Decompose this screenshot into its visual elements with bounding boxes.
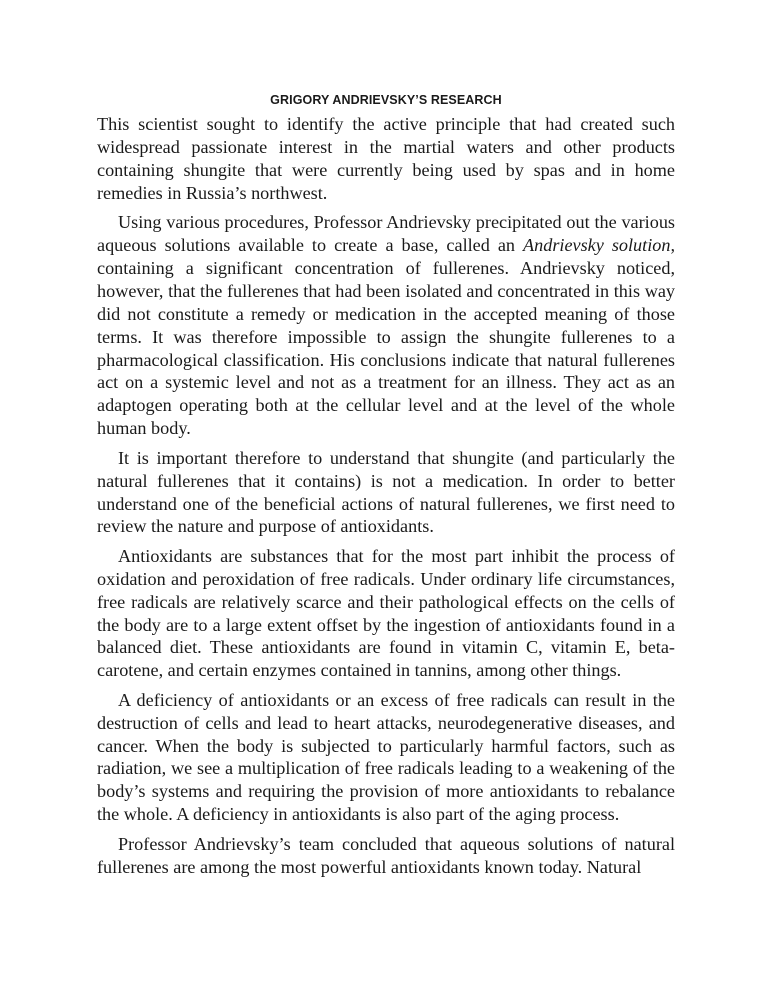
paragraph-2-text-start: Using various procedures, Professor Andrievsky precipitated out the various aqueous solutions available to create a base, called an (97, 212, 675, 256)
paragraph-4: Antioxidants are substances that for the most part inhibit the process of oxidation and peroxidation of free radicals. Under ordinary life circumstances, free radicals are relatively scarce and their pathological effects on the cells of the body are to a large extent offset by the ingestion of antioxidants found in a balanced diet. These antioxidants are found in vitamin C, vitamin E, beta-carotene, and certain enzymes contained in tannins, among other things. (97, 545, 675, 681)
book-page (97, 90, 675, 885)
andrievsky-solution-term: Andrievsky solution, (523, 235, 675, 256)
paragraph-6: Professor Andrievsky’s team concluded that aqueous solutions of natural fullerenes are among the most powerful antioxidants known today. Natural (97, 833, 675, 877)
paragraph-5: A deficiency of antioxidants or an excess of free radicals can result in the destruction of cells and lead to heart attacks, neurodegenerative diseases, and cancer. When the body is subjected to particularly harmful factors, such as radiation, we see a multiplication of free radicals leading to a weakening of the body’s systems and requiring the provision of more antioxidants to rebalance the whole. A deficiency in antioxidants is also part of the aging process. (97, 689, 675, 825)
paragraph-2 (97, 211, 675, 440)
paragraph-3: It is important therefore to understand that shungite (and particularly the natural fullerenes that it contains) is not a medication. In order to better understand one of the beneficial actions of natural fullerenes, we first need to review the nature and purpose of antioxidants. (97, 447, 675, 537)
paragraph-1: This scientist sought to identify the active principle that had created such widespread passionate interest in the martial waters and other products containing shungite that were currently being used by spas and in home remedies in Russia’s northwest. (97, 114, 675, 203)
section-heading: GRIGORY ANDRIEVSKY’S RESEARCH (270, 93, 502, 107)
paragraph-2-text-end: containing a significant concentration of fullerenes. Andrievsky noticed, however, that the fullerenes that had been isolated and concentrated in this way did not constitute a remedy or medication in the accepted meaning of those terms. It was therefore impossible to assign the shungite fullerenes to a pharmacological classification. His conclusions indicate that natural fullerenes act on a systemic level and not as a treatment for an illness. They act as an adaptogen operating both at the cellular level and at the level of the whole human body. (97, 257, 675, 439)
